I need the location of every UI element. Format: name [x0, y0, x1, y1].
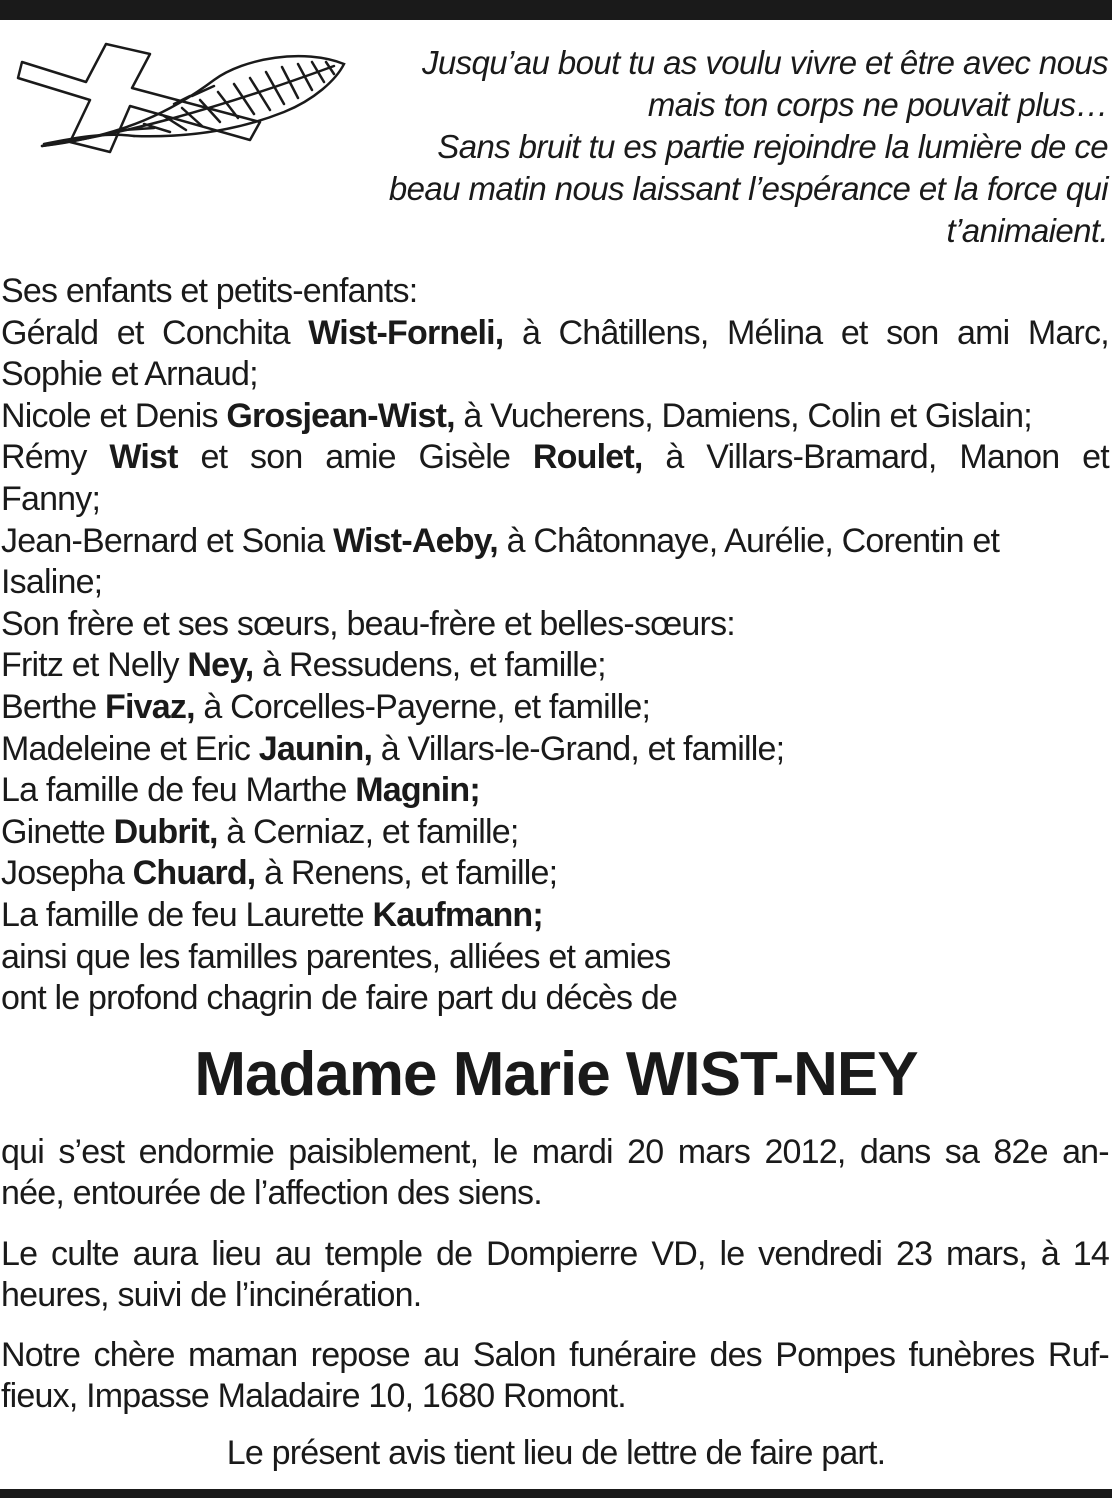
- word: qui: [1, 1133, 44, 1171]
- word: de: [435, 1235, 473, 1273]
- word: au: [274, 1235, 312, 1273]
- family-line: [1, 313, 1109, 355]
- text: La famille de feu Marthe: [1, 771, 356, 810]
- word: mars: [677, 1133, 751, 1171]
- word: son: [886, 313, 939, 352]
- service-paragraph: [1, 1234, 1109, 1316]
- word: funèbres: [908, 1336, 1035, 1374]
- family-line: [1, 812, 1109, 854]
- family-line: [1, 396, 1109, 438]
- family-surname: Magnin;: [355, 771, 480, 810]
- family-surname: Fivaz,: [105, 687, 195, 726]
- word: et: [200, 438, 228, 477]
- word: culte: [51, 1235, 119, 1273]
- word: le: [719, 1235, 745, 1273]
- word: aura: [132, 1235, 198, 1273]
- word: temple: [324, 1235, 423, 1273]
- word: VD,: [651, 1235, 706, 1273]
- word: et: [116, 313, 144, 352]
- word: Gérald: [1, 313, 99, 352]
- siblings-intro: Son frère et ses sœurs, beau-frère et belles-sœurs:: [1, 604, 735, 643]
- poem-line: Sans bruit tu es partie rejoindre la lumière de ce: [437, 128, 1108, 165]
- bottom-rule: [0, 1489, 1112, 1498]
- word: 14: [1072, 1235, 1109, 1273]
- text: Ginette: [1, 812, 114, 851]
- text: à Vucherens, Damiens, Colin et Gislain;: [454, 396, 1032, 435]
- word: Manon: [959, 438, 1060, 477]
- word: Gisèle: [418, 438, 511, 477]
- word: mars,: [946, 1235, 1028, 1273]
- text: à Châtonnaye, Aurélie, Corentin et: [497, 521, 1000, 560]
- word: Le: [1, 1235, 38, 1273]
- cross-and-leaf-icon: [14, 40, 354, 156]
- family-line: [1, 521, 1109, 563]
- family-surname: Jaunin,: [258, 729, 373, 768]
- family-surname: Ney,: [187, 646, 254, 685]
- justified-line: [1, 1234, 1109, 1275]
- word: Notre: [1, 1336, 81, 1374]
- word: 23: [895, 1235, 933, 1273]
- family-line: Sophie et Arnaud;: [1, 355, 258, 394]
- poem: [308, 42, 1108, 252]
- family-line: [1, 895, 1109, 937]
- word: Châtillens,: [558, 313, 709, 352]
- family-line: [1, 770, 1109, 812]
- word: à: [665, 438, 684, 477]
- family-line: [1, 437, 1109, 479]
- word: et: [1082, 438, 1109, 477]
- text: à Cerniaz, et famille;: [217, 812, 519, 851]
- justified-line: [1, 1132, 1109, 1173]
- word: Conchita: [161, 313, 290, 352]
- word: maman: [187, 1336, 298, 1374]
- word: mardi: [531, 1133, 613, 1171]
- poem-line: t’animaient.: [946, 212, 1108, 249]
- rest-paragraph: [1, 1335, 1109, 1417]
- closing-line: ont le profond chagrin de faire part du décès de: [1, 979, 678, 1018]
- family-surname: Wist-Forneli,: [308, 313, 504, 352]
- word: à: [1040, 1235, 1059, 1273]
- family-line: Fanny;: [1, 479, 101, 518]
- word: à: [521, 313, 541, 352]
- text: à Renens, et famille;: [255, 854, 558, 893]
- word: au: [423, 1336, 460, 1374]
- family-surname: Wist-Aeby,: [333, 521, 498, 560]
- word: Salon: [472, 1336, 556, 1374]
- text: à Ressudens, et famille;: [253, 646, 606, 685]
- notice-line: Le présent avis tient lieu de lettre de faire part.: [226, 1434, 886, 1472]
- word: Mélina: [726, 313, 823, 352]
- word: repose: [310, 1336, 410, 1374]
- family-line: [1, 645, 1109, 687]
- family-line: [1, 853, 1109, 895]
- text: Fritz et Nelly: [1, 646, 188, 685]
- poem-line: beau matin nous laissant l’espérance et la force qui: [388, 170, 1108, 207]
- children-intro: Ses enfants et petits-enfants:: [1, 272, 418, 310]
- word: Pompes: [775, 1336, 896, 1374]
- word: Villars-Bramard,: [706, 438, 937, 477]
- family-surname: Kaufmann;: [372, 895, 543, 934]
- family-surname: Dubrit,: [113, 812, 218, 851]
- word: 2012,: [764, 1133, 846, 1171]
- text: La famille de feu Laurette: [1, 895, 373, 934]
- word: des: [709, 1336, 762, 1374]
- word: 82e: [993, 1133, 1048, 1171]
- word: chère: [93, 1336, 175, 1374]
- word: an-: [1062, 1133, 1109, 1171]
- justified-line: [1, 1335, 1109, 1376]
- family-line: [1, 729, 1109, 771]
- word: amie: [325, 438, 396, 477]
- death-paragraph: [1, 1132, 1109, 1214]
- paragraph-line: fieux, Impasse Maladaire 10, 1680 Romont.: [1, 1377, 626, 1415]
- text: Jean-Bernard et Sonia: [1, 521, 334, 560]
- word: s’est: [58, 1133, 125, 1171]
- text: Madeleine et Eric: [1, 729, 259, 768]
- family-line: [1, 687, 1109, 729]
- word: 20: [627, 1133, 664, 1171]
- word: funéraire: [569, 1336, 697, 1374]
- family-list: [1, 271, 1109, 1020]
- family-surname: Wist: [109, 438, 178, 477]
- word: vendredi: [758, 1235, 883, 1273]
- family-surname: Roulet,: [532, 438, 643, 477]
- poem-line: mais ton corps ne pouvait plus…: [647, 86, 1108, 123]
- word: Rémy: [1, 438, 87, 477]
- word: sa: [944, 1133, 980, 1171]
- word: Marc,: [1027, 313, 1109, 352]
- word: et: [840, 313, 868, 352]
- word: lieu: [211, 1235, 262, 1273]
- poem-line: Jusqu’au bout tu as voulu vivre et être avec nous: [421, 44, 1108, 81]
- word: paisiblement,: [288, 1133, 479, 1171]
- paragraph-line: née, entourée de l’affection des siens.: [1, 1174, 542, 1212]
- paragraph-line: heures, suivi de l’incinération.: [1, 1276, 422, 1314]
- closing-line: ainsi que les familles parentes, alliées et amies: [1, 937, 671, 976]
- word: son: [250, 438, 303, 477]
- word: Ruf-: [1047, 1336, 1109, 1374]
- text: Berthe: [1, 687, 106, 726]
- family-surname: Grosjean-Wist,: [226, 396, 455, 435]
- text: Josepha: [1, 854, 133, 893]
- text: à Corcelles-Payerne, et famille;: [194, 687, 651, 726]
- family-surname: Chuard,: [132, 854, 256, 893]
- deceased-name: Madame Marie WIST-NEY: [194, 1040, 918, 1109]
- word: endormie: [138, 1133, 274, 1171]
- word: ami: [956, 313, 1010, 352]
- top-rule: [0, 0, 1112, 20]
- text: à Villars-le-Grand, et famille;: [372, 729, 785, 768]
- word: le: [492, 1133, 518, 1171]
- text: Nicole et Denis: [1, 396, 227, 435]
- word: Dompierre: [486, 1235, 638, 1273]
- family-line: Isaline;: [1, 563, 103, 602]
- word: dans: [859, 1133, 931, 1171]
